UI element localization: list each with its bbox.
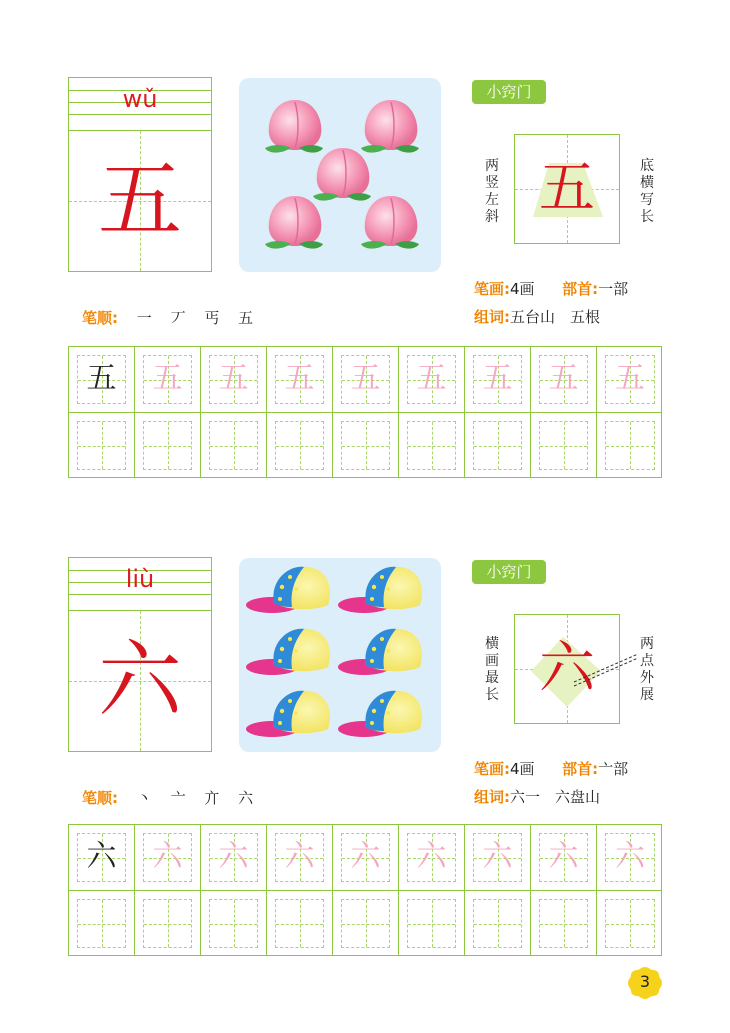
word-info: 组词:五台山 五根	[474, 308, 601, 326]
pinyin: liù	[125, 565, 155, 593]
strokes-radical-info: 笔画:4画 部首:亠部	[474, 760, 629, 778]
trace-cell[interactable]: 六	[267, 825, 333, 890]
trace-cell[interactable]: 六	[135, 825, 201, 890]
blank-cell[interactable]	[267, 413, 333, 478]
practice-cell[interactable]: 六	[69, 825, 135, 890]
practice-cell[interactable]: 五	[69, 347, 135, 412]
practice-grid	[68, 346, 662, 478]
model-character-box	[514, 134, 620, 244]
tip-note-right: 两点外展	[640, 636, 654, 703]
character-card	[68, 557, 212, 752]
blank-cell[interactable]	[531, 413, 597, 478]
pinyin: wǔ	[122, 85, 158, 113]
pointer-lines-icon	[570, 640, 640, 700]
trace-cell[interactable]: 六	[399, 825, 465, 890]
tip-badge: 小窍门	[472, 80, 546, 104]
trace-cell[interactable]: 五	[399, 347, 465, 412]
blank-cell[interactable]	[135, 413, 201, 478]
blank-cell[interactable]	[69, 413, 135, 478]
model-character: 六	[539, 636, 595, 701]
trace-row	[69, 825, 661, 890]
page-number-badge	[627, 966, 663, 1000]
trace-row	[69, 347, 661, 412]
blank-row	[69, 413, 661, 478]
character-box	[69, 131, 211, 271]
trace-cell[interactable]: 六	[531, 825, 597, 890]
blank-cell[interactable]	[135, 891, 201, 956]
blank-cell[interactable]	[465, 891, 531, 956]
blank-cell[interactable]	[531, 891, 597, 956]
trace-cell[interactable]: 六	[333, 825, 399, 890]
peach-icon	[239, 78, 441, 272]
blank-cell[interactable]	[69, 891, 135, 956]
blank-cell[interactable]	[333, 891, 399, 956]
trace-cell[interactable]: 五	[267, 347, 333, 412]
tip-note-left: 两竖左斜	[485, 158, 499, 225]
trace-cell[interactable]: 五	[201, 347, 267, 412]
tip-badge: 小窍门	[472, 560, 546, 584]
cap-icon	[239, 558, 441, 752]
trace-cell[interactable]: 五	[135, 347, 201, 412]
blank-cell[interactable]	[399, 413, 465, 478]
blank-cell[interactable]	[465, 413, 531, 478]
main-character: 六	[97, 631, 182, 729]
page-number: 3	[639, 972, 651, 991]
word-info: 组词:六一 六盘山	[474, 788, 601, 806]
tip-note-right: 底横写长	[640, 158, 654, 225]
trace-cell[interactable]: 六	[597, 825, 663, 890]
model-character: 五	[539, 156, 595, 221]
strokes-radical-info: 笔画:4画 部首:一部	[474, 280, 629, 298]
pinyin-lines	[69, 558, 211, 611]
blank-cell[interactable]	[201, 891, 267, 956]
practice-grid	[68, 824, 662, 956]
trace-cell[interactable]: 五	[531, 347, 597, 412]
character-box	[69, 611, 211, 751]
caps-picture	[239, 558, 441, 752]
tip-note-left: 横画最长	[485, 636, 499, 703]
character-card	[68, 77, 212, 272]
blank-cell[interactable]	[597, 413, 663, 478]
stroke-order: 笔顺: 一 丆 丐 五	[82, 309, 254, 327]
trace-cell[interactable]: 六	[201, 825, 267, 890]
trace-cell[interactable]: 五	[465, 347, 531, 412]
stroke-order: 笔顺: 丶 亠 亣 六	[82, 789, 254, 807]
peaches-picture	[239, 78, 441, 272]
blank-cell[interactable]	[597, 891, 663, 956]
blank-cell[interactable]	[399, 891, 465, 956]
trace-cell[interactable]: 五	[597, 347, 663, 412]
trace-cell[interactable]: 六	[465, 825, 531, 890]
pinyin-lines	[69, 78, 211, 131]
blank-cell[interactable]	[267, 891, 333, 956]
blank-cell[interactable]	[333, 413, 399, 478]
trace-cell[interactable]: 五	[333, 347, 399, 412]
blank-row	[69, 891, 661, 956]
blank-cell[interactable]	[201, 413, 267, 478]
main-character: 五	[97, 151, 182, 249]
